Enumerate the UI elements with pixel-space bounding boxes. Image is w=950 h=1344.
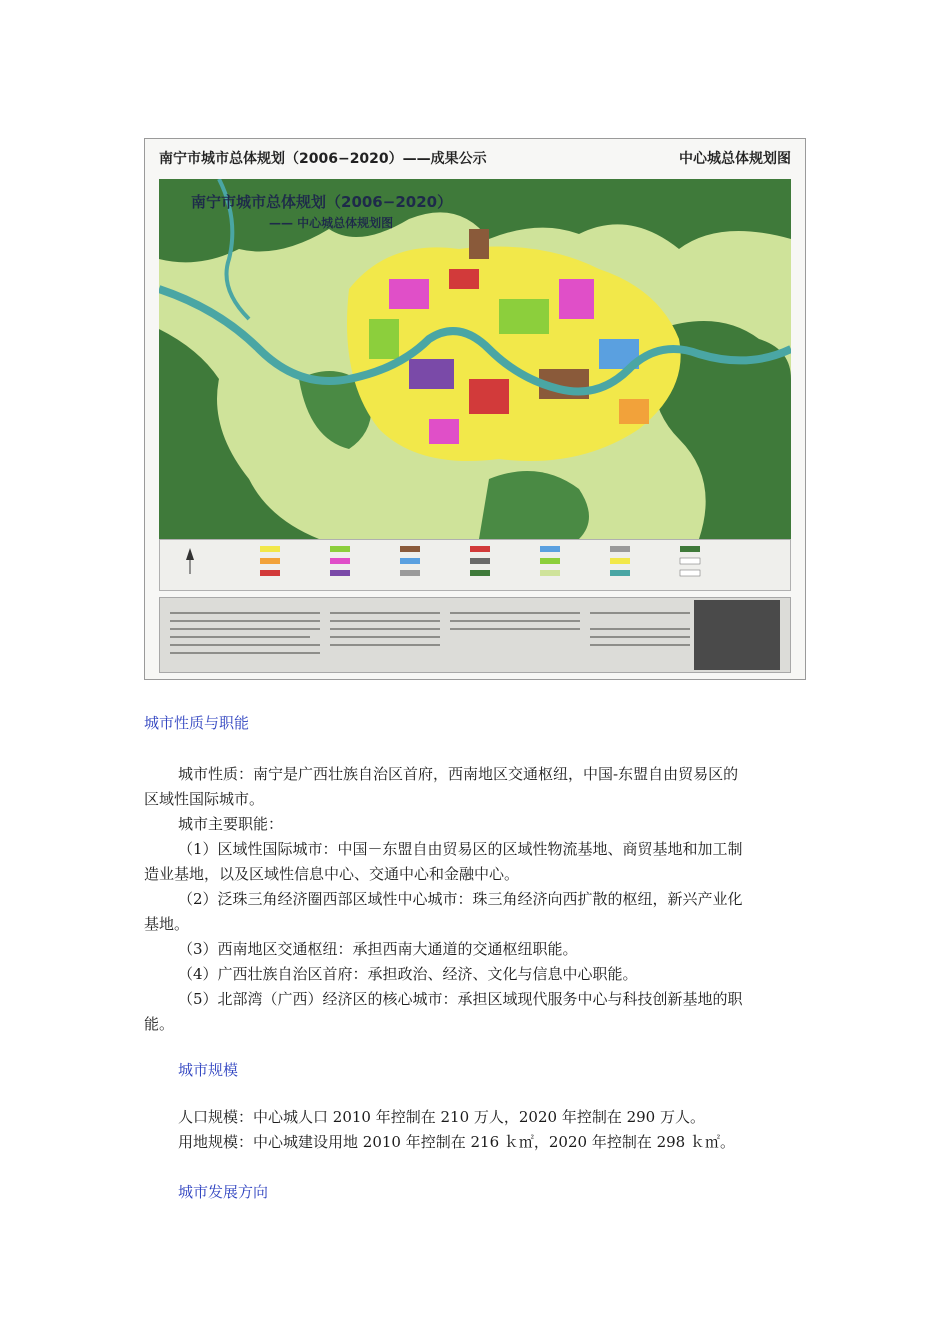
- map-info-panel: [159, 597, 791, 673]
- figure-header-subtitle: 中心城总体规划图: [679, 151, 791, 167]
- map-legend: [159, 539, 791, 591]
- legend-swatches: [260, 546, 700, 576]
- agency-stamp-box: [694, 600, 780, 670]
- function-5-line2: 能。: [144, 1015, 175, 1033]
- paragraph-nature-line1: 城市性质：南宁是广西壮族自治区首府，西南地区交通枢纽，中国-东盟自由贸易区的: [178, 765, 739, 783]
- urban-block: [619, 399, 649, 424]
- figure-header-title: 南宁市城市总体规划（2006−2020）——成果公示: [159, 151, 487, 167]
- paragraph-nature-line2: 区域性国际城市。: [144, 790, 265, 808]
- function-4: （4）广西壮族自治区首府：承担政治、经济、文化与信息中心职能。: [178, 965, 638, 983]
- figure-header: [145, 139, 805, 177]
- urban-block: [559, 279, 594, 319]
- urban-block: [469, 379, 509, 414]
- function-2-line2: 基地。: [144, 915, 190, 933]
- function-5-line1: （5）北部湾（广西）经济区的核心城市：承担区域现代服务中心与科技创新基地的职: [178, 990, 743, 1008]
- urban-block: [409, 359, 454, 389]
- map-title-line1: 南宁市城市总体规划（2006−2020）: [191, 193, 453, 211]
- function-1-line2: 造业基地，以及区域性信息中心、交通中心和金融中心。: [144, 865, 520, 883]
- compass-icon: [186, 548, 194, 574]
- land-scale: 用地规模：中心城建设用地 2010 年控制在 216 ｋ㎡，2020 年控制在 298 ｋ㎡。: [178, 1133, 735, 1151]
- urban-block: [449, 269, 479, 289]
- section-heading-direction: 城市发展方向: [178, 1183, 269, 1201]
- section-heading-scale: 城市规模: [178, 1061, 239, 1079]
- planning-map-figure: [144, 138, 806, 680]
- map-title-line2: —— 中心城总体规划图: [269, 216, 394, 230]
- population-scale: 人口规模：中心城人口 2010 年控制在 210 万人，2020 年控制在 290 万人。: [178, 1108, 705, 1126]
- function-3: （3）西南地区交通枢纽：承担西南大通道的交通枢纽职能。: [178, 940, 578, 958]
- urban-block: [469, 229, 489, 259]
- function-1-line1: （1）区域性国际城市：中国－东盟自由贸易区的区域性物流基地、商贸基地和加工制: [178, 840, 743, 858]
- paragraph-functions-intro: 城市主要职能：: [178, 815, 284, 833]
- urban-block: [389, 279, 429, 309]
- urban-block: [369, 319, 399, 359]
- function-2-line1: （2）泛珠三角经济圈西部区域性中心城市：珠三角经济向西扩散的枢纽，新兴产业化: [178, 890, 743, 908]
- section-heading-nature: 城市性质与职能: [144, 714, 250, 732]
- urban-block: [499, 299, 549, 334]
- urban-block: [429, 419, 459, 444]
